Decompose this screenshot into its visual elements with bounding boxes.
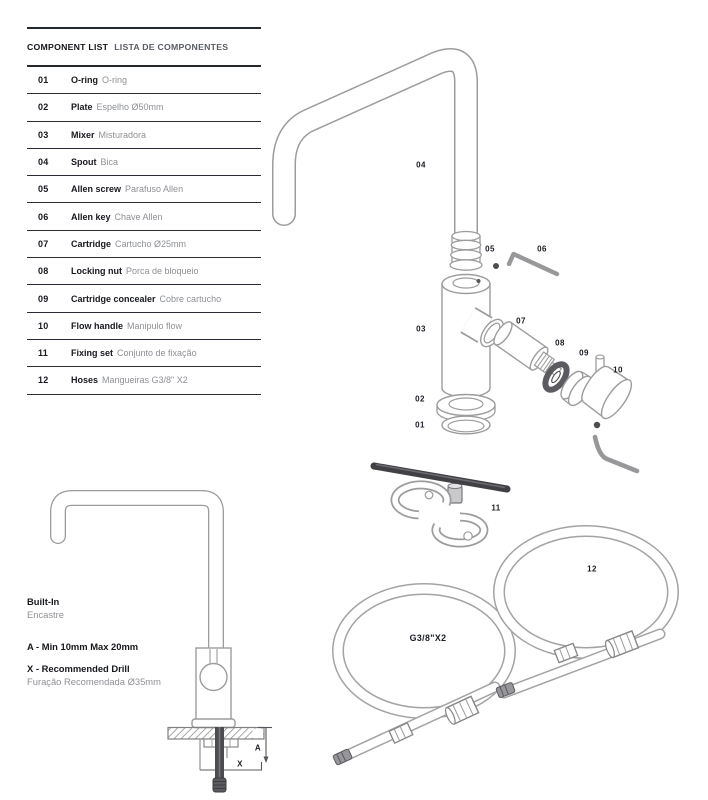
part-translation: Porca de bloqueio: [126, 266, 199, 277]
allen-key-drawing: [509, 254, 557, 274]
part-name: Allen screw: [71, 184, 122, 195]
part-label-07: 07: [516, 316, 526, 326]
part-label-05: 05: [485, 244, 495, 254]
part-name: Flow handle: [71, 320, 124, 331]
part-number: 04: [38, 157, 49, 168]
part-name: Fixing set: [71, 348, 114, 359]
hoses-drawing: [333, 531, 673, 765]
part-number: 08: [38, 266, 49, 277]
component-row: [27, 122, 261, 149]
part-number: 02: [38, 102, 49, 113]
part-translation: O-ring: [102, 75, 128, 86]
component-list-title-en: COMPONENT LIST: [27, 42, 109, 52]
part-label-04: 04: [416, 160, 426, 170]
spout-drawing: [284, 60, 466, 232]
part-translation: Misturadora: [98, 129, 147, 140]
part-number: 01: [38, 75, 49, 86]
part-translation: Manipulo flow: [127, 320, 183, 331]
part-number: 07: [38, 238, 49, 249]
part-number: 11: [38, 348, 49, 359]
dimension-a-label: A: [254, 743, 262, 753]
hose-right-drawing: [496, 531, 673, 698]
part-label-09: 09: [579, 348, 589, 358]
component-list: [27, 27, 261, 395]
part-name: O-ring: [71, 75, 98, 86]
part-label-06: 06: [537, 244, 547, 254]
part-name: Cartridge concealer: [71, 293, 156, 304]
part-name: Hoses: [71, 375, 99, 386]
part-name: Allen key: [71, 211, 111, 222]
part-number: 05: [38, 184, 49, 195]
main-faucet-exploded-drawing: [284, 60, 637, 471]
fixing-set-drawing: [374, 465, 507, 543]
part-label-08: 08: [555, 338, 565, 348]
dimension-x-note-en: X - Recommended Drill: [27, 663, 130, 674]
component-row: [27, 67, 261, 94]
part-number: 06: [38, 211, 49, 222]
component-row: [27, 258, 261, 285]
component-row: [27, 285, 261, 312]
flow-handle-drawing: [576, 355, 636, 423]
part-label-10: 10: [613, 365, 623, 375]
part-translation: Espelho Ø50mm: [96, 102, 164, 113]
hose-left-drawing: [333, 589, 510, 765]
part-label-12: 12: [587, 564, 597, 574]
part-name: Plate: [71, 102, 93, 113]
part-number: 09: [38, 293, 49, 304]
component-row: [27, 313, 261, 340]
dimension-x-note-pt: Furação Recomendada Ø35mm: [27, 676, 161, 687]
built-in-title-pt: Encastre: [27, 609, 64, 620]
part-name: Spout: [71, 157, 97, 168]
allen-screw-drawing: [493, 263, 499, 269]
oring-drawing: [442, 416, 490, 434]
built-in-title-en: Built-In: [27, 596, 60, 607]
component-row: [27, 203, 261, 230]
component-list-header: [27, 27, 261, 67]
component-row: [27, 176, 261, 203]
part-translation: Parafuso Allen: [125, 184, 184, 195]
dimension-x-label: X: [237, 759, 243, 769]
part-name: Mixer: [71, 129, 95, 140]
hose-spec-label: G3/8"X2: [409, 633, 447, 643]
component-row: [27, 340, 261, 367]
part-name: Locking nut: [71, 266, 122, 277]
component-row: [27, 231, 261, 258]
dimension-a-note: A - Min 10mm Max 20mm: [27, 641, 139, 652]
component-row: [27, 149, 261, 176]
part-number: 03: [38, 129, 49, 140]
part-label-11: 11: [491, 503, 501, 513]
part-translation: Conjunto de fixação: [117, 348, 197, 359]
component-list-title-pt: LISTA DE COMPONENTES: [114, 42, 229, 52]
part-translation: Cartucho Ø25mm: [115, 238, 187, 249]
part-label-03: 03: [416, 324, 426, 334]
part-translation: Cobre cartucho: [159, 293, 222, 304]
part-label-01: 01: [415, 420, 425, 430]
part-number: 12: [38, 375, 49, 386]
component-row: [27, 94, 261, 121]
handle-allen-key-drawing: [595, 437, 637, 471]
handle-screw-drawing: [594, 422, 600, 428]
built-in-note: [27, 595, 161, 688]
part-translation: Chave Allen: [114, 211, 163, 222]
part-number: 10: [38, 320, 49, 331]
part-label-02: 02: [415, 394, 425, 404]
component-row: [27, 367, 261, 394]
part-translation: Mangueiras G3/8" X2: [102, 375, 188, 386]
part-name: Cartridge: [71, 238, 112, 249]
spout-joint-rings-drawing: [450, 232, 482, 271]
part-translation: Bica: [100, 157, 119, 168]
